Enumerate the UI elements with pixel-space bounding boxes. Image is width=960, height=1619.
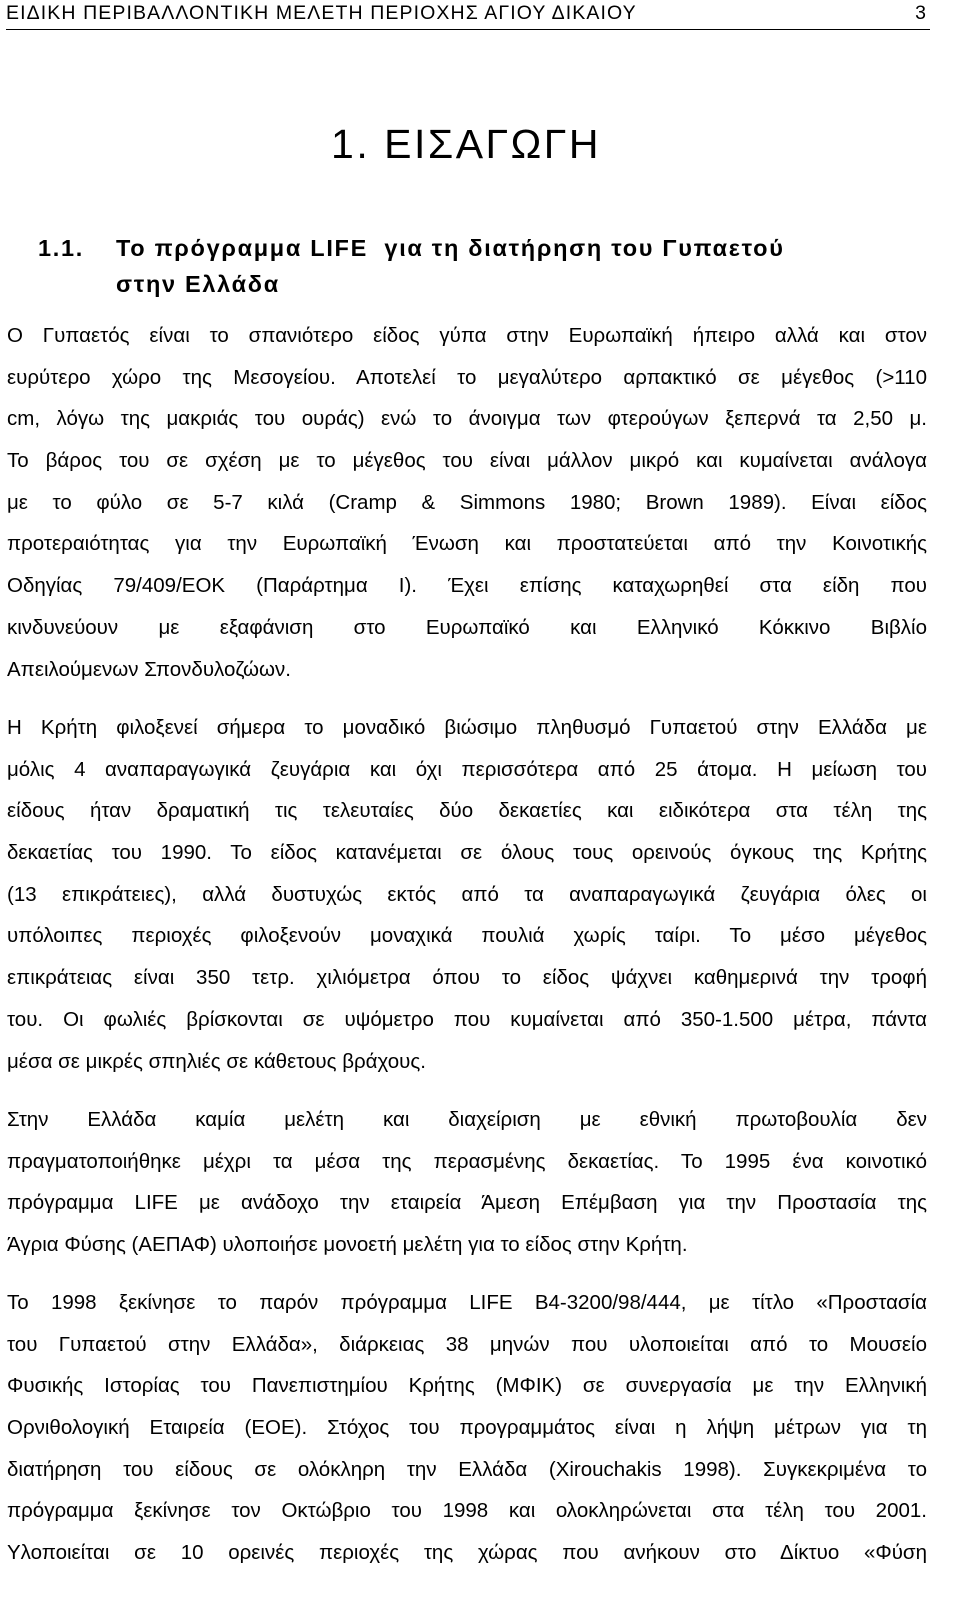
paragraph-line: (13 επικράτειες), αλλά δυστυχώς εκτός από τα αναπαραγωγικά ζευγάρια όλες οι [7,882,927,906]
paragraph-line: μόλις 4 αναπαραγωγικά ζευγάρια και όχι περισσότερα από 25 άτομα. Η μείωση του [7,757,927,781]
section-number: 1.1. [38,235,84,261]
paragraph-line: του. Οι φωλιές βρίσκονται σε υψόμετρο που κυμαίνεται από 350-1.500 μέτρα, πάντα [7,1007,927,1031]
section-title-line-2: στην Ελλάδα [116,271,280,297]
paragraph-line: πραγματοποιήθηκε μέχρι τα μέσα της περασμένης δεκαετίας. Το 1995 ένα κοινοτικό [7,1149,927,1173]
paragraph-line: Το βάρος του σε σχέση με το μέγεθος του είναι μάλλον μικρό και κυμαίνεται ανάλογα [7,449,927,473]
paragraph-line: με το φύλο σε 5-7 κιλά (Cramp & Simmons 1980; Brown 1989). Είναι είδος [7,490,927,514]
header-title: ΕΙΔΙΚΗ ΠΕΡΙΒΑΛΛΟΝΤΙΚΗ ΜΕΛΕΤΗ ΠΕΡΙΟΧΗΣ ΑΓΙΟΥ ΔΙΚΑΙΟΥ [6,2,637,24]
paragraph-line: πρόγραμμα LIFE με ανάδοχο την εταιρεία Άμεση Επέμβαση για την Προστασία της [7,1191,927,1215]
running-header [6,0,930,30]
paragraph-line: δεκαετίας του 1990. Το είδος κατανέμεται σε όλους τους ορεινούς όγκους της Κρήτης [7,841,927,865]
paragraph-line: ευρύτερο χώρο της Μεσογείου. Αποτελεί το μεγαλύτερο αρπακτικό σε μέγεθος (>110 [7,365,927,389]
section-title [116,230,916,302]
paragraph-line: Φυσικής Ιστορίας του Πανεπιστημίου Κρήτης (ΜΦΙΚ) σε συνεργασία με την Ελληνική [7,1374,927,1398]
paragraph-line: διατήρηση του είδους σε ολόκληρη την Ελλάδα (Xirouchakis 1998). Συγκεκριμένα το [7,1457,927,1481]
paragraph-line: Απειλούμενων Σπονδυλοζώων. [7,657,291,681]
paragraph-line: Άγρια Φύσης (ΑΕΠΑΦ) υλοποιήσε μονοετή μελέτη για το είδος στην Κρήτη. [7,1233,688,1257]
paragraph-line: Ορνιθολογική Εταιρεία (ΕΟΕ). Στόχος του προγραμμάτος είναι η λήψη μέτρων για τη [7,1416,927,1440]
paragraph-line: Υλοποιείται σε 10 ορεινές περιοχές της χώρας που ανήκουν στο Δίκτυο «Φύση [7,1541,927,1565]
paragraph-line: cm, λόγω της μακριάς του ουράς) ενώ το άνοιγμα των φτερούγων ξεπερνά τα 2,50 μ. [7,407,927,431]
paragraph-line: Το 1998 ξεκίνησε το παρόν πρόγραμμα LIFE B4-3200/98/444, με τίτλο «Προστασία [7,1291,927,1314]
paragraph-line: είδους ήταν δραματική τις τελευταίες δύο δεκαετίες και ειδικότερα στα τέλη της [7,799,927,823]
paragraph-line: επικράτειας είναι 350 τετρ. χιλιόμετρα όπου το είδος ψάχνει καθημερινά την τροφή [7,966,927,990]
paragraph-line: μέσα σε μικρές σπηλιές σε κάθετους βράχους. [7,1049,426,1073]
paragraph-1 [7,315,927,690]
paragraph-line: Στην Ελλάδα καμία μελέτη και διαχείριση με εθνική πρωτοβουλία δεν [7,1108,927,1131]
section-title-line-1: Το πρόγραμμα LIFE για τη διατήρηση του Γυπαετού [116,235,785,261]
paragraph-line: προτεραιότητας για την Ευρωπαϊκή Ένωση και προστατεύεται από την Κοινοτικής [7,532,927,556]
paragraph-3 [7,1099,927,1266]
chapter-heading: 1. ΕΙΣΑΓΩΓΗ [331,121,601,167]
paragraph-4 [7,1282,927,1574]
paragraph-line: πρόγραμμα ξεκίνησε τον Οκτώβριο του 1998 και ολοκληρώνεται στα τέλη του 2001. [7,1499,927,1523]
paragraph-line: υπόλοιπες περιοχές φιλοξενούν μοναχικά πουλιά χωρίς ταίρι. Το μέσο μέγεθος [7,924,927,948]
paragraph-line: Η Κρήτη φιλοξενεί σήμερα το μοναδικό βιώσιμο πληθυσμό Γυπαετού στην Ελλάδα με [7,716,927,739]
paragraph-line: κινδυνεύουν με εξαφάνιση στο Ευρωπαϊκό και Ελληνικό Κόκκινο Βιβλίο [7,615,927,639]
paragraph-line: του Γυπαετού στην Ελλάδα», διάρκειας 38 μηνών που υλοποιείται από το Μουσείο [7,1332,927,1356]
paragraph-line: Ο Γυπαετός είναι το σπανιότερο είδος γύπα στην Ευρωπαϊκή ήπειρο αλλά και στον [7,324,927,347]
page-number: 3 [915,2,926,24]
paragraph-2 [7,707,927,1082]
paragraph-line: Οδηγίας 79/409/ΕΟΚ (Παράρτημα Ι). Έχει επίσης καταχωρηθεί στα είδη που [7,574,927,598]
